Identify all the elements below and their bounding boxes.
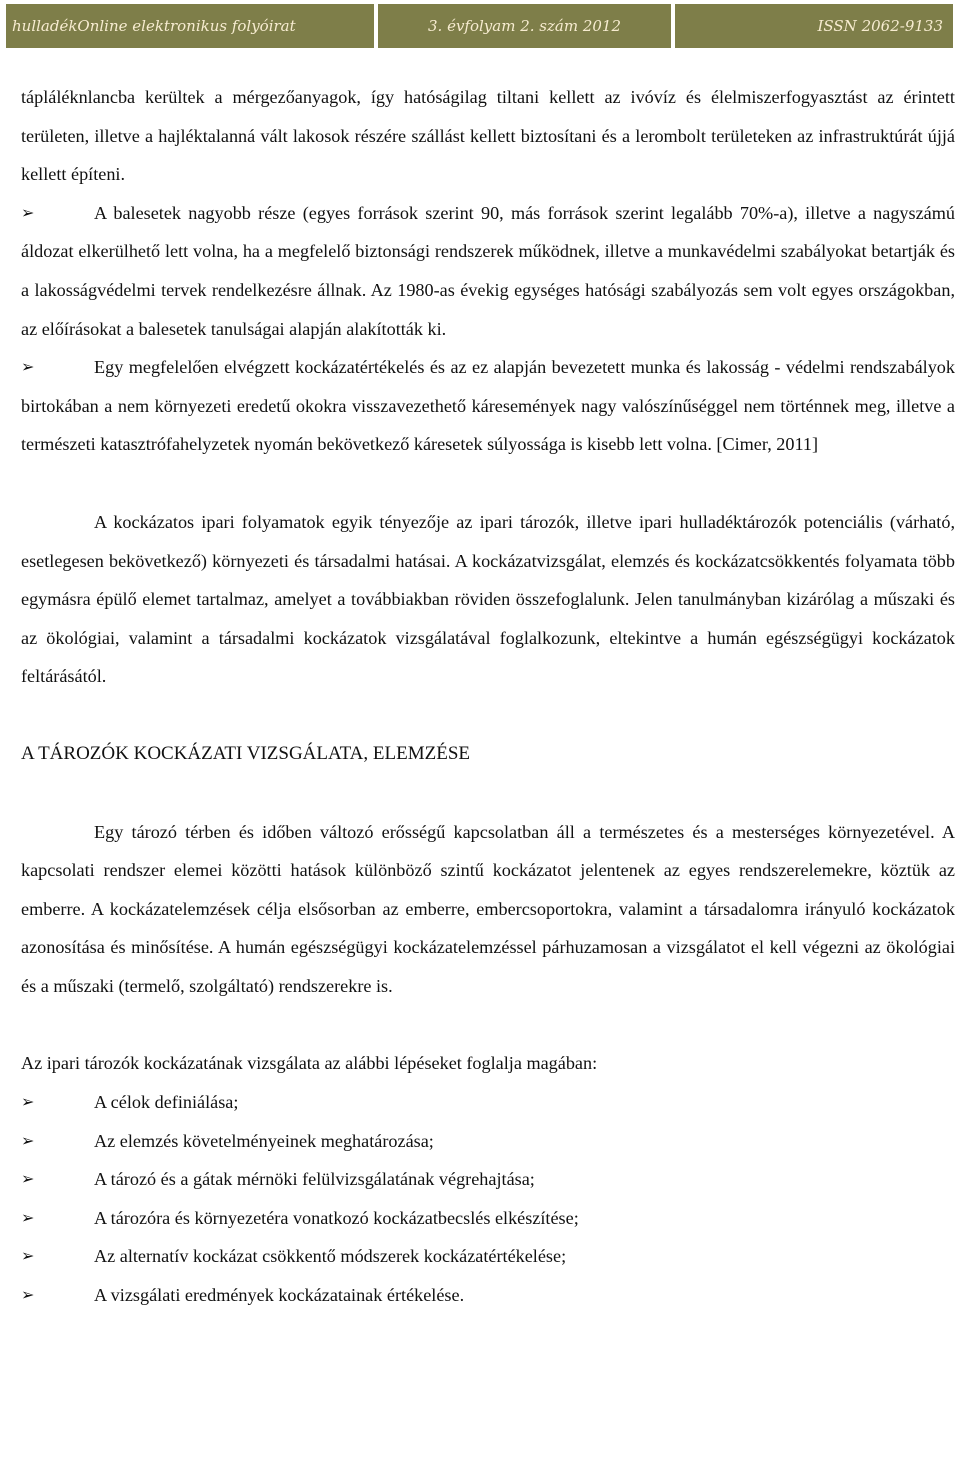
paragraph-2: A kockázatos ipari folyamatok egyik tényezője az ipari tározók, illetve ipari hulladéktározók potenciális (várható, esetlegesen bekövetkező) környezeti és társadalmi hatásai. A kockázatvizsgálat, elemzés és kockázatcsökkentés folyamata több egymásra épülő elemet tartalmaz, amelyet a továbbiakban röviden összefoglalunk. Jelen tanulmányban kizárólag a műszaki és az ökológiai, valamint a társadalmi kockázatok vizsgálatával foglalkozunk, eltekintve a humán egészségügyi kockázatok feltárásától. — [21, 511, 955, 687]
list-item: ➢ A vizsgálati eredmények kockázatainak értékelése. — [21, 1276, 955, 1315]
steps-list — [21, 1083, 955, 1315]
arrow-bullet-icon: ➢ — [21, 1285, 35, 1305]
journal-title: hulladékOnline elektronikus folyóirat — [6, 4, 374, 48]
arrow-bullet-icon: ➢ — [21, 202, 35, 222]
section-heading: A TÁROZÓK KOCKÁZATI VIZSGÁLATA, ELEMZÉSE — [21, 742, 471, 764]
journal-header — [6, 4, 953, 48]
paragraph-1: tápláléknlancba kerültek a mérgezőanyagok, így hatóságilag tiltani kellett az ivóvíz és élelmiszerfogyasztást az érintett területen, illetve a hajléktalanná vált lakosok részére szállást kellett biztosítani és a lerombolt területeken az infrastruktúrát újjá kellett építeni. — [21, 87, 955, 185]
list-item: ➢ Az alternatív kockázat csökkentő módszerek kockázatértékelése; — [21, 1237, 955, 1276]
arrow-bullet-icon: ➢ — [21, 1207, 35, 1227]
arrow-bullet-icon: ➢ — [21, 1092, 35, 1112]
list-item: ➢ A tározó és a gátak mérnöki felülvizsgálatának végrehajtása; — [21, 1160, 955, 1199]
arrow-bullet-icon: ➢ — [21, 1169, 35, 1189]
issue-label: 3. évfolyam 2. szám 2012 — [378, 4, 671, 48]
paragraph-4: Az ipari tározók kockázatának vizsgálata az alábbi lépéseket foglalja magában: — [21, 1053, 598, 1074]
list-item: ➢ Az elemzés követelményeinek meghatározása; — [21, 1122, 955, 1161]
issn-label: ISSN 2062-9133 — [675, 4, 953, 48]
bullet-paragraph-1 — [21, 194, 955, 348]
bullet-paragraph-2 — [21, 348, 955, 464]
paragraph-3: Egy tározó térben és időben változó erősségű kapcsolatban áll a természetes és a mesterséges környezetével. A kapcsolati rendszer elemei közötti hatások különböző szintű kockázatot jelentenek az egyes rendszerelemekre, köztük az emberre. A kockázatelemzések célja elsősorban az emberre, embercsoportokra, valamint a társadalomra irányuló kockázatok azonosítása és minősítése. A humán egészségügyi kockázatelemzéssel párhuzamosan a vizsgálatot el kell végezni az ökológiai és a műszaki (termelő, szolgáltató) rendszerekre is. — [21, 821, 955, 996]
list-item: ➢ A tározóra és környezetéra vonatkozó kockázatbecslés elkészítése; — [21, 1199, 955, 1238]
article-body — [21, 78, 955, 1315]
bullet-paragraph-1-text: A balesetek nagyobb része (egyes források szerint 90, más források szerint legalább 70%-a), illetve a nagyszámú áldozat elkerülhető lett volna, ha a megfelelő biztonsági rendszerek működnek, illetve a munkavédelmi szabályokat betartják és a lakosságvédelmi tervek rendelkezésre állnak. Az 1980-as évekig egységes hatósági szabályozás sem volt egyes országokban, az előírásokat a balesetek tanulságai alapján alakították ki. — [21, 202, 955, 339]
bullet-paragraph-2-text: Egy megfelelően elvégzett kockázatértékelés és az ez alapján bevezetett munka és lakosság - védelmi rendszabályok birtokában a nem környezeti eredetű okokra visszavezethető káresemények nagy valószínűséggel nem történnek meg, illetve a természeti katasztrófahelyzetek nyomán bekövetkező káresetek súlyossága is kisebb lett volna. [Cimer, 2011] — [21, 357, 955, 455]
list-item: ➢ A célok definiálása; — [21, 1083, 955, 1122]
arrow-bullet-icon: ➢ — [21, 1246, 35, 1266]
arrow-bullet-icon: ➢ — [21, 1130, 35, 1150]
arrow-bullet-icon: ➢ — [21, 357, 35, 377]
